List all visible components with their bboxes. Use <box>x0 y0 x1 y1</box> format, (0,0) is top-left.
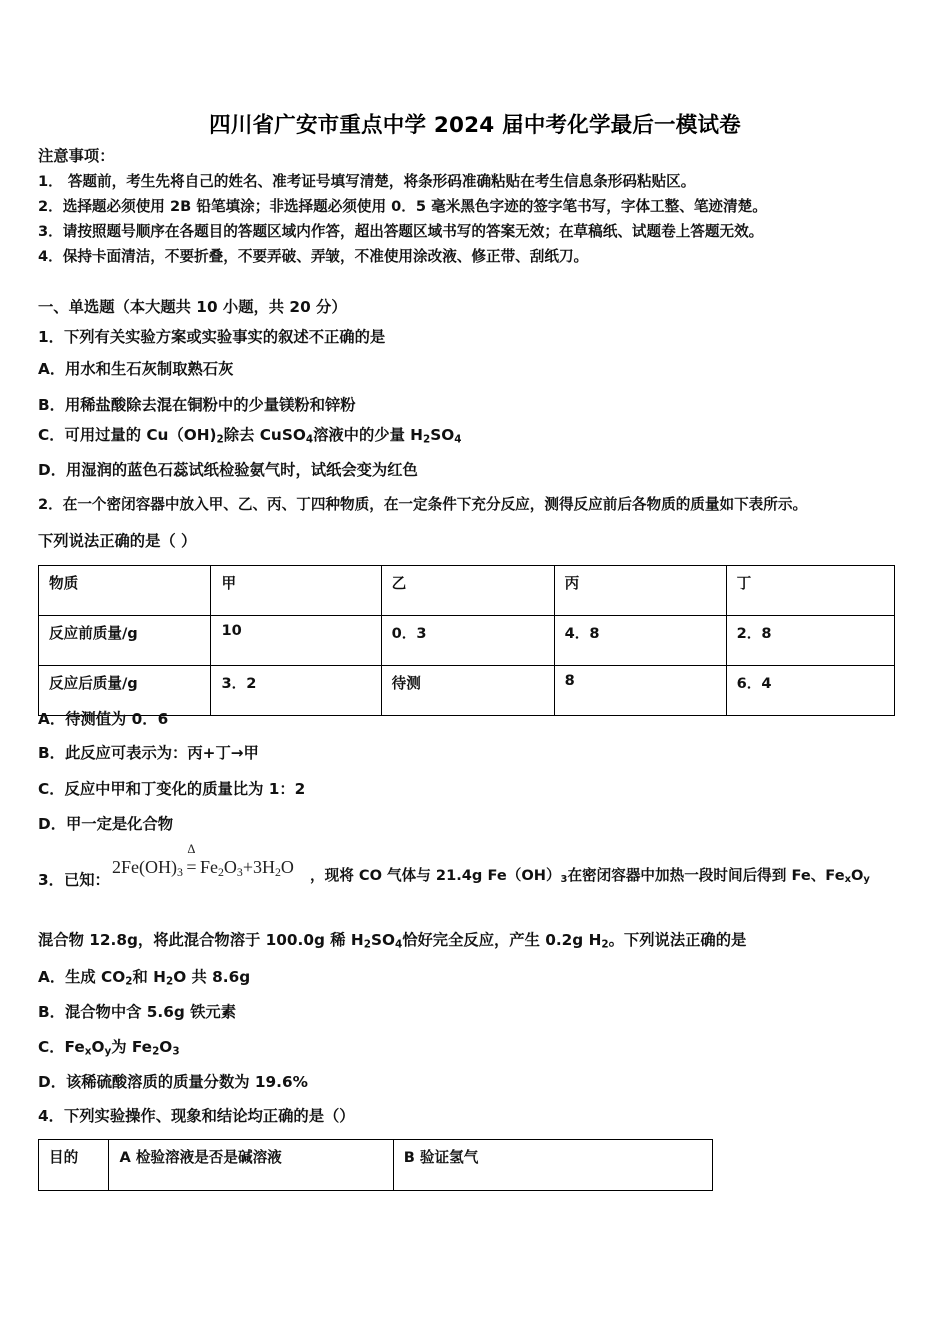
cell-after-bing: 8 <box>554 666 726 716</box>
table-header-substance: 物质 <box>39 566 211 616</box>
q1c-sub-2: 4 <box>305 433 314 446</box>
question-1-option-d: D．用湿润的蓝色石蕊试纸检验氨气时，试纸会变为红色 <box>38 461 418 479</box>
row-label-before: 反应前质量/g <box>39 616 211 666</box>
question-2-option-c: C．反应中甲和丁变化的质量比为 1：2 <box>38 780 306 798</box>
question-2-stem-line-2: 下列说法正确的是（ ） <box>38 532 197 550</box>
q3c-text-1: C．Fe <box>38 1038 85 1056</box>
table-header-yi: 乙 <box>381 566 554 616</box>
table-row <box>39 1140 713 1191</box>
q3l2-sub-3: 2 <box>601 938 609 951</box>
q3-tail-text-3: O <box>850 867 864 884</box>
q1c-text-2: 除去 CuSO <box>223 426 306 444</box>
q3l2-sub-2: 4 <box>394 938 403 951</box>
q3c-text-2: O <box>91 1038 105 1056</box>
substance-mass-table <box>38 565 895 716</box>
cell-purpose-label: 目的 <box>39 1140 109 1191</box>
eq-plus: +3 <box>242 857 262 877</box>
q3c-text-4: O <box>159 1038 173 1056</box>
q3-tail-sub-x: x <box>844 874 851 886</box>
question-3-option-a <box>38 969 250 988</box>
q3l2-text-4: 。下列说法正确的是 <box>608 931 747 949</box>
eq-relation <box>183 842 200 878</box>
q1c-text-3: 溶液中的少量 H <box>313 426 423 444</box>
notice-item-3: 3．请按照题号顺序在各题目的答题区域内作答，超出答题区域书写的答案无效；在草稿纸、试题卷上答题无效。 <box>38 223 764 240</box>
row-label-after: 反应后质量/g <box>39 666 211 716</box>
q3-tail-text-1: ，现将 CO 气体与 21.4g Fe（OH） <box>310 867 561 884</box>
q3a-text-1: A．生成 CO <box>38 968 126 986</box>
eq-left-coefficient: 2 <box>112 857 121 877</box>
table-header-jia: 甲 <box>211 566 381 616</box>
q3a-text-3: O 共 8.6g <box>173 968 251 986</box>
eq-right-2-sub: 2 <box>274 864 281 879</box>
q3c-sub-y: y <box>104 1045 112 1058</box>
question-2-option-a: A．待测值为 0．6 <box>38 710 169 728</box>
question-1-option-b: B．用稀盐酸除去混在铜粉中的少量镁粉和锌粉 <box>38 396 356 414</box>
question-1-option-a: A．用水和生石灰制取熟石灰 <box>38 360 234 378</box>
q3a-sub-2: 2 <box>165 975 174 988</box>
q3c-text-3: 为 Fe <box>111 1038 153 1056</box>
q1c-sub-1: 2 <box>216 433 224 446</box>
notice-item-1: 1． 答题前，考生先将自己的姓名、准考证号填写清楚，将条形码准确粘贴在考生信息条形码粘贴区。 <box>38 173 696 190</box>
question-3-lead: 3．已知： <box>38 871 110 889</box>
eq-right-1-o: O <box>223 857 237 877</box>
q3c-sub-2: 2 <box>152 1045 160 1058</box>
delta-icon: Δ <box>187 842 196 856</box>
q3l2-text-1: 混合物 12.8g，将此混合物溶于 100.0g 稀 H <box>38 931 364 949</box>
q1c-text-4: SO <box>430 426 455 444</box>
q1c-text-1: C．可用过量的 Cu（OH) <box>38 426 217 444</box>
section-heading: 一、单选题（本大题共 10 小题，共 20 分） <box>38 298 347 316</box>
eq-right-2-o: O <box>280 857 294 877</box>
q3-tail-text-2: 在密闭容器中加热一段时间后得到 Fe、Fe <box>567 867 845 884</box>
eq-right-1-sub: 2 <box>217 864 224 879</box>
table-row <box>39 666 895 716</box>
table-row <box>39 566 895 616</box>
table-row <box>39 616 895 666</box>
question-1-option-c <box>38 427 462 446</box>
cell-after-ding: 6．4 <box>726 666 894 716</box>
table-header-ding: 丁 <box>726 566 894 616</box>
q3-tail-sub-1: 3 <box>560 874 568 886</box>
eq-right-2: H <box>261 857 275 877</box>
q1c-sub-3: 2 <box>423 433 431 446</box>
question-4-stem: 4．下列实验操作、现象和结论均正确的是（） <box>38 1107 355 1125</box>
cell-before-bing: 4．8 <box>554 616 726 666</box>
notice-item-4: 4．保持卡面清洁，不要折叠，不要弄破、弄皱，不准使用涂改液、修正带、刮纸刀。 <box>38 248 589 265</box>
question-3-equation <box>112 842 294 880</box>
question-2-option-d: D．甲一定是化合物 <box>38 815 174 833</box>
question-2-option-b: B．此反应可表示为：丙+丁→甲 <box>38 744 259 762</box>
question-1-stem: 1．下列有关实验方案或实验事实的叙述不正确的是 <box>38 328 386 346</box>
question-3-option-b: B．混合物中含 5.6g 铁元素 <box>38 1003 237 1021</box>
cell-before-yi: 0．3 <box>381 616 554 666</box>
q3l2-text-2: SO <box>370 931 395 949</box>
eq-right-1-o-sub: 3 <box>236 864 243 879</box>
cell-before-jia: 10 <box>211 616 381 666</box>
eq-right-1: Fe <box>199 857 218 877</box>
q3l2-sub-1: 2 <box>363 938 371 951</box>
q3c-sub-3: 3 <box>172 1045 180 1058</box>
q1c-sub-4: 4 <box>454 433 462 446</box>
eq-left-formula: Fe(OH) <box>121 857 177 877</box>
cell-after-jia: 3．2 <box>211 666 381 716</box>
question-3-stem-line-2 <box>38 932 746 951</box>
page-title: 四川省广安市重点中学 2024 届中考化学最后一模试卷 <box>209 113 741 138</box>
question-3-option-d: D．该稀硫酸溶质的质量分数为 19.6% <box>38 1073 308 1091</box>
q3c-sub-x: x <box>84 1045 92 1058</box>
cell-after-yi: 待测 <box>381 666 554 716</box>
q3-tail-sub-y: y <box>863 874 870 886</box>
q3a-text-2: 和 H <box>132 968 166 986</box>
notice-item-2: 2．选择题必须使用 2B 铅笔填涂；非选择题必须使用 0．5 毫米黑色字迹的签字笔书写，字体工整、笔迹清楚。 <box>38 198 767 215</box>
question-3-stem-tail <box>310 868 870 886</box>
question-2-stem-line-1: 2．在一个密闭容器中放入甲、乙、丙、丁四种物质，在一定条件下充分反应，测得反应前后各物质的质量如下表所示。 <box>38 496 808 513</box>
eq-left-subscript: 3 <box>177 864 183 879</box>
q3a-sub-1: 2 <box>125 975 133 988</box>
cell-option-a: A 检验溶液是否是碱溶液 <box>109 1140 393 1191</box>
question-3-option-c <box>38 1039 180 1058</box>
notice-heading: 注意事项： <box>38 147 115 165</box>
cell-option-b: B 验证氢气 <box>393 1140 712 1191</box>
table-header-bing: 丙 <box>554 566 726 616</box>
q3l2-text-3: 恰好完全反应，产生 0.2g H <box>402 931 602 949</box>
eq-equals-sign: = <box>186 857 197 877</box>
cell-before-ding: 2．8 <box>726 616 894 666</box>
experiment-table <box>38 1139 713 1191</box>
